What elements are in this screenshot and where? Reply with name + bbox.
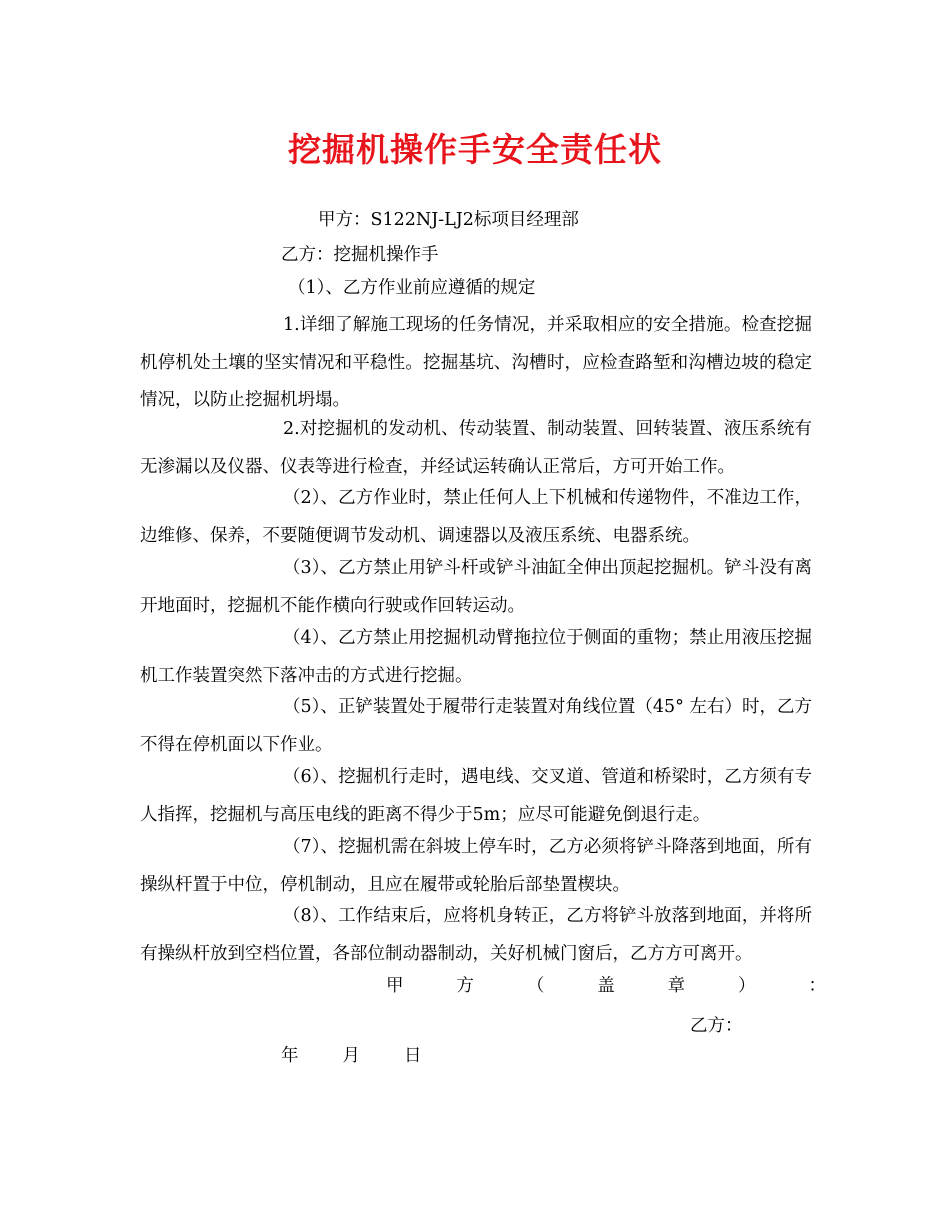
- signature-char: 方: [456, 976, 474, 996]
- signature-char: 盖: [597, 976, 615, 996]
- signature-char: 章: [667, 976, 686, 996]
- section-5-paragraph: （5）、正铲装置处于履带行走装置对角线位置（45° 左右）时，乙方不得在停机面以下作业。: [140, 697, 812, 755]
- signature-char: ：: [808, 976, 826, 996]
- section-3-paragraph: （3）、乙方禁止用铲斗杆或铲斗油缸全伸出顶起挖掘机。铲斗没有离开地面时，挖掘机不能作横向行驶或作回转运动。: [140, 558, 812, 616]
- section-7-paragraph: （7）、挖掘机需在斜坡上停车时，乙方必须将铲斗降落到地面，所有操纵杆置于中位，停机制动，且应在履带或轮胎后部垫置楔块。: [140, 837, 812, 895]
- section-1-heading: （1）、乙方作业前应遵循的规定: [288, 278, 536, 298]
- section-4-paragraph: （4）、乙方禁止用挖掘机动臂拖拉位于侧面的重物；禁止用液压挖掘机工作装置突然下落冲击的方式进行挖掘。: [140, 628, 812, 686]
- date-year-label: 年: [281, 1046, 299, 1066]
- party-b-line: 乙方：挖掘机操作手: [281, 245, 439, 265]
- date-line: [281, 1042, 422, 1070]
- signature-char: 甲: [386, 976, 404, 996]
- item-2-paragraph: 2.对挖掘机的发动机、传动装置、制动装置、回转装置、液压系统有无渗漏以及仪器、仪表等进行检查，并经试运转确认正常后，方可开始工作。: [140, 419, 812, 477]
- date-day-label: 日: [404, 1046, 422, 1066]
- date-month-label: 月: [342, 1046, 360, 1066]
- section-6-paragraph: （6）、挖掘机行走时，遇电线、交叉道、管道和桥梁时，乙方须有专人指挥，挖掘机与高压电线的距离不得少于5m；应尽可能避免倒退行走。: [140, 767, 812, 825]
- section-2-paragraph: （2）、乙方作业时，禁止任何人上下机械和传递物件，不准边工作，边维修、保养，不要随便调节发动机、调速器以及液压系统、电器系统。: [140, 488, 812, 546]
- item-1-paragraph: 1.详细了解施工现场的任务情况，并采取相应的安全措施。检查挖掘机停机处土壤的坚实情况和平稳性。挖掘基坑、沟槽时，应检查路堑和沟槽边坡的稳定情况，以防止挖掘机坍塌。: [140, 315, 812, 410]
- party-a-signature-line: [386, 972, 826, 1000]
- signature-char: （: [526, 976, 545, 996]
- section-8-paragraph: （8）、工作结束后，应将机身转正，乙方将铲斗放落到地面，并将所有操纵杆放到空档位置，各部位制动器制动，关好机械门窗后，乙方方可离开。: [140, 906, 812, 964]
- signature-char: ）: [738, 976, 756, 996]
- party-b-signature-line: 乙方：: [690, 1016, 743, 1036]
- document-title: 挖掘机操作手安全责任状: [288, 130, 662, 169]
- party-a-line: 甲方：S122NJ-LJ2标项目经理部: [318, 210, 579, 230]
